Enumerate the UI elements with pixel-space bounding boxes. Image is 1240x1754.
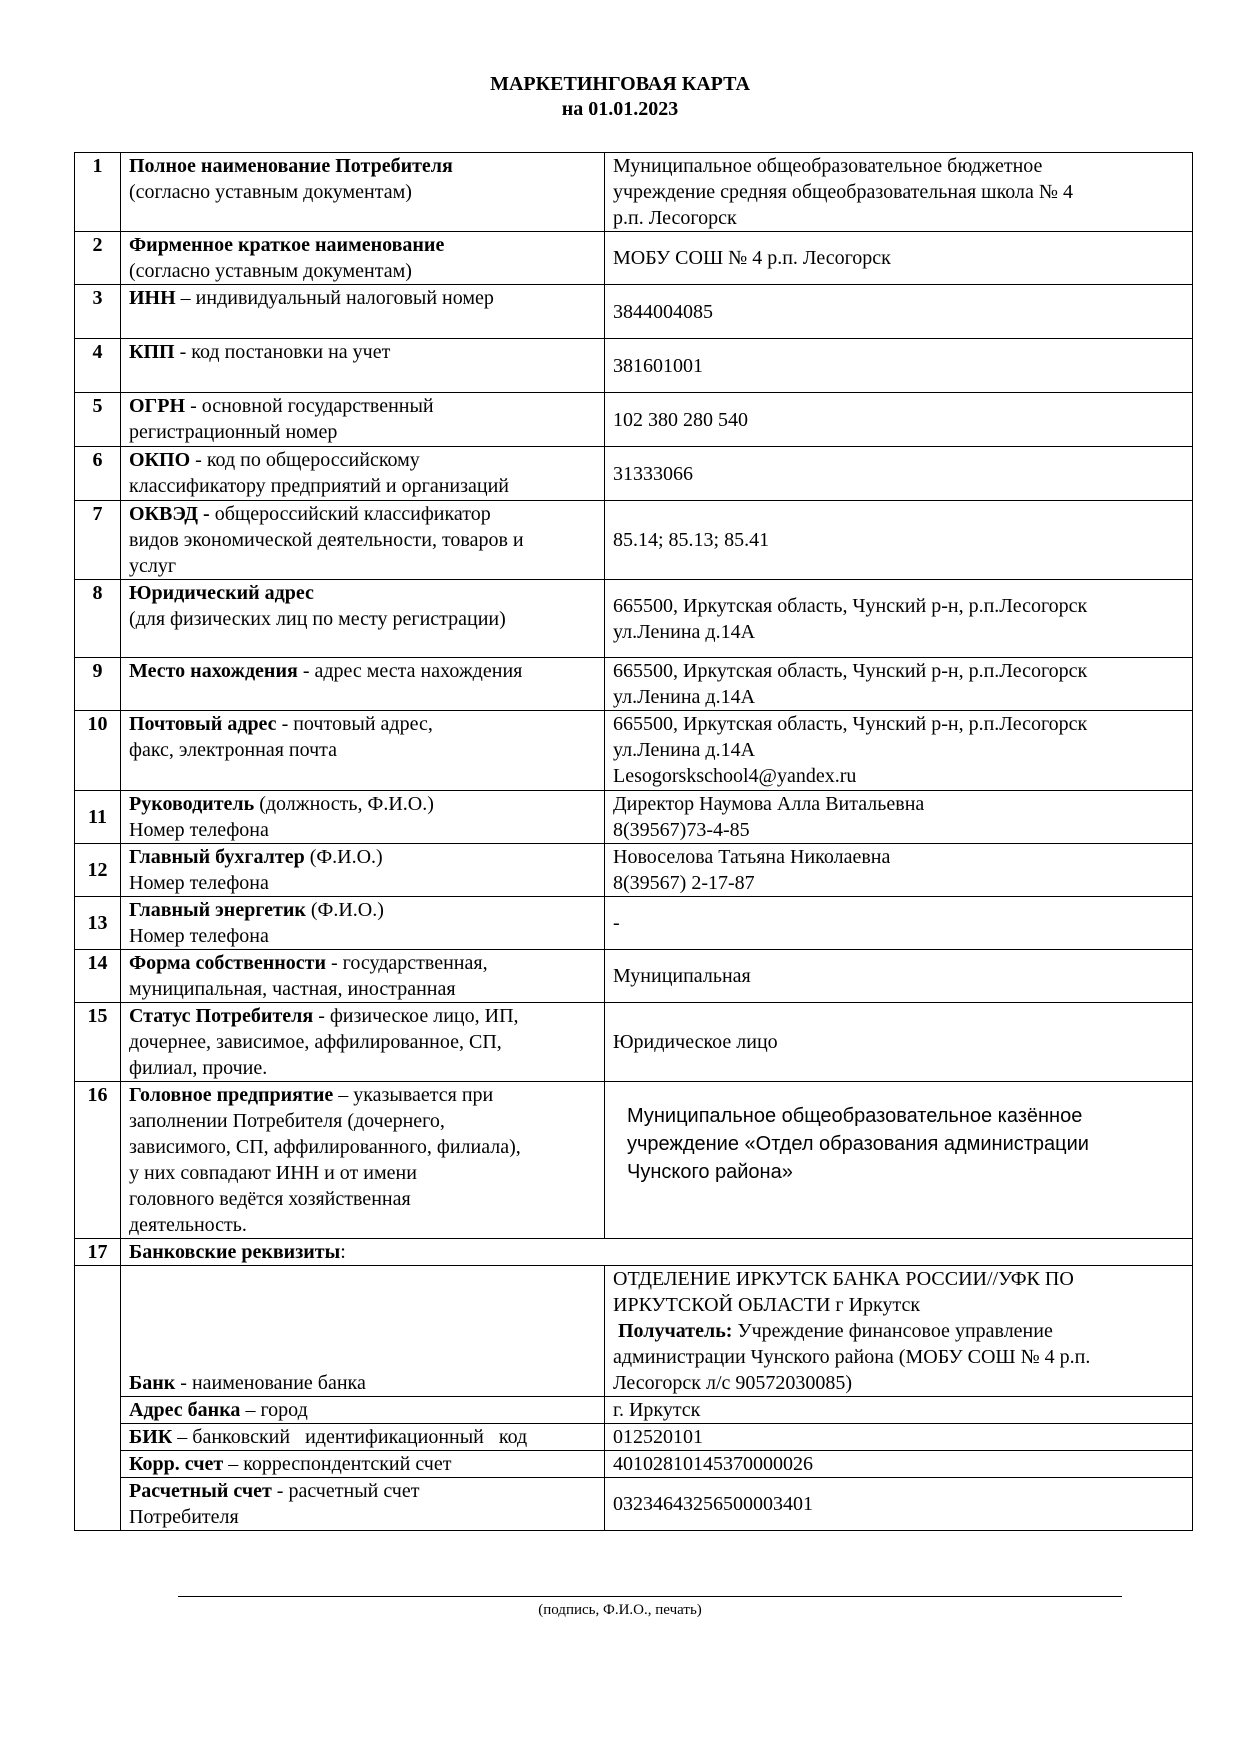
row-value: Муниципальная — [605, 950, 1193, 1003]
value-line: ул.Ленина д.14А — [613, 739, 756, 761]
label-bold: Полное наименование Потребителя — [129, 155, 453, 177]
label-rest: - расчетный счет — [271, 1480, 420, 1502]
row-label — [121, 580, 605, 658]
label-line: муниципальная, частная, иностранная — [129, 978, 456, 1000]
label-bold: Почтовый адрес — [129, 713, 277, 735]
label-bold: Фирменное краткое наименование — [129, 234, 445, 256]
label-bold: Статус Потребителя — [129, 1005, 314, 1027]
table-row — [75, 580, 1193, 658]
row-label — [121, 1266, 605, 1397]
value-line: 665500, Иркутская область, Чунский р-н, р.п.Лесогорск — [613, 713, 1088, 735]
label-rest: - почтовый адрес, — [276, 713, 433, 735]
label-line: Номер телефона — [129, 925, 269, 947]
row-value — [605, 1082, 1193, 1239]
table-row — [75, 1239, 1193, 1266]
row-number-spacer — [75, 1266, 121, 1531]
table-row — [75, 711, 1193, 791]
row-value: 3844004085 — [605, 285, 1193, 339]
label-line: классификатору предприятий и организаций — [129, 475, 509, 497]
signature-line — [178, 1596, 1122, 1597]
row-value — [605, 153, 1193, 232]
value-line: р.п. Лесогорск — [613, 207, 737, 229]
value-line: Лесогорск л/с 90572030085) — [613, 1372, 853, 1394]
row-label — [121, 791, 605, 844]
label-bold: ОКПО — [129, 449, 191, 471]
label-line: филиал, прочие. — [129, 1057, 268, 1079]
label-line: Номер телефона — [129, 872, 269, 894]
row-number: 13 — [75, 897, 121, 950]
label-line: (согласно уставным документам) — [129, 260, 412, 282]
label-bold: Форма собственности — [129, 952, 327, 974]
label-bold: БИК — [129, 1426, 173, 1448]
label-bold: КПП — [129, 341, 175, 363]
label-rest: - наименование банка — [175, 1372, 366, 1394]
label-bold: Расчетный счет — [129, 1480, 272, 1502]
row-number: 12 — [75, 844, 121, 897]
bank-heading — [121, 1239, 1193, 1266]
table-row — [75, 1082, 1193, 1239]
row-number: 11 — [75, 791, 121, 844]
row-label — [121, 950, 605, 1003]
label-rest: - код постановки на учет — [174, 341, 391, 363]
label-bold: Адрес банка — [129, 1399, 241, 1421]
row-value: Юридическое лицо — [605, 1003, 1193, 1082]
value-line: ул.Ленина д.14А — [613, 620, 756, 643]
row-value: 381601001 — [605, 339, 1193, 393]
label-rest: (Ф.И.О.) — [304, 846, 383, 868]
row-value: 85.14; 85.13; 85.41 — [605, 501, 1193, 580]
label-line: (для физических лиц по месту регистрации) — [129, 608, 506, 630]
label-rest: - государственная, — [326, 952, 488, 974]
label-bold: ОГРН — [129, 395, 191, 417]
row-value: 31333066 — [605, 447, 1193, 501]
row-value: г. Иркутск — [605, 1397, 1193, 1424]
table-row — [75, 950, 1193, 1003]
value-line: 8(39567)73-4-85 — [613, 819, 750, 841]
row-label — [121, 1424, 605, 1451]
table-row — [75, 153, 1193, 232]
label-bold: Головное предприятие — [129, 1084, 334, 1106]
table-row — [75, 658, 1193, 711]
label-bold: Юридический адрес — [129, 582, 314, 604]
row-number: 10 — [75, 711, 121, 791]
row-value — [605, 580, 1193, 658]
row-label — [121, 447, 605, 501]
table-row — [75, 393, 1193, 447]
row-label — [121, 339, 605, 393]
label-rest: – корреспондентский счет — [223, 1453, 452, 1475]
label-bold: Банк — [129, 1372, 176, 1394]
label-line: деятельность. — [129, 1214, 247, 1236]
row-number: 9 — [75, 658, 121, 711]
row-value: 102 380 280 540 — [605, 393, 1193, 447]
label-rest: – банковский идентификационный код — [172, 1426, 528, 1448]
label-line: зависимого, СП, аффилированного, филиала), — [129, 1136, 521, 1158]
row-number: 5 — [75, 393, 121, 447]
label-rest: – город — [240, 1399, 308, 1421]
value-line: ИРКУТСКОЙ ОБЛАСТИ г Иркутск — [613, 1294, 921, 1316]
row-value: 03234643256500003401 — [605, 1478, 1193, 1531]
row-label — [121, 658, 605, 711]
row-label — [121, 153, 605, 232]
marketing-card-table — [74, 152, 1193, 1531]
table-row — [75, 447, 1193, 501]
value-line: ОТДЕЛЕНИЕ ИРКУТСК БАНКА РОССИИ//УФК ПО — [613, 1268, 1074, 1290]
table-row — [75, 1003, 1193, 1082]
value-line: Чунского района» — [627, 1161, 793, 1183]
row-number: 4 — [75, 339, 121, 393]
table-row — [75, 1478, 1193, 1531]
label-rest: - физическое лицо, ИП, — [313, 1005, 519, 1027]
label-line: факс, электронная почта — [129, 739, 338, 761]
row-number: 15 — [75, 1003, 121, 1082]
row-value: МОБУ СОШ № 4 р.п. Лесогорск — [605, 232, 1193, 285]
table-row — [75, 1397, 1193, 1424]
label-rest: (Ф.И.О.) — [305, 899, 384, 921]
label-line: заполнении Потребителя (дочернего, — [129, 1110, 445, 1132]
row-number: 17 — [75, 1239, 121, 1266]
table-row — [75, 339, 1193, 393]
value-line: 8(39567) 2-17-87 — [613, 872, 755, 894]
row-label — [121, 501, 605, 580]
label-bold: ИНН — [129, 287, 176, 309]
label-bold: Место нахождения — [129, 660, 298, 682]
row-label — [121, 1003, 605, 1082]
document-title-block — [0, 72, 1240, 122]
label-line: услуг — [129, 555, 177, 577]
label-rest: – указывается при — [333, 1084, 494, 1106]
document-title: МАРКЕТИНГОВАЯ КАРТА — [490, 73, 750, 95]
row-value: 012520101 — [605, 1424, 1193, 1451]
row-value — [605, 791, 1193, 844]
label-line: Номер телефона — [129, 819, 269, 841]
row-value: - — [605, 897, 1193, 950]
row-number: 6 — [75, 447, 121, 501]
label-line: у них совпадают ИНН и от имени — [129, 1162, 417, 1184]
row-label — [121, 1397, 605, 1424]
label-rest: - адрес места нахождения — [297, 660, 523, 682]
value-line: администрации Чунского района (МОБУ СОШ № 4 р.п. — [613, 1346, 1091, 1368]
label-bold: Главный энергетик — [129, 899, 306, 921]
row-label — [121, 393, 605, 447]
label-line: регистрационный номер — [129, 421, 338, 443]
label-line: дочернее, зависимое, аффилированное, СП, — [129, 1031, 502, 1053]
label-bold: Руководитель — [129, 793, 255, 815]
table-row — [75, 1451, 1193, 1478]
label-rest: - основной государственный — [190, 395, 434, 417]
row-number: 3 — [75, 285, 121, 339]
row-label — [121, 285, 605, 339]
row-label — [121, 1478, 605, 1531]
row-value: 40102810145370000026 — [605, 1451, 1193, 1478]
table-row — [75, 791, 1193, 844]
label-bold: Главный бухгалтер — [129, 846, 305, 868]
row-label — [121, 844, 605, 897]
table-row — [75, 285, 1193, 339]
row-value — [605, 658, 1193, 711]
signature-caption: (подпись, Ф.И.О., печать) — [538, 1602, 702, 1618]
value-line: Муниципальное общеобразовательное казённое — [627, 1105, 1083, 1127]
label-bold: Корр. счет — [129, 1453, 224, 1475]
row-label — [121, 897, 605, 950]
recipient-text: Учреждение финансовое управление — [732, 1320, 1053, 1342]
table-row — [75, 1266, 1193, 1397]
label-rest: – индивидуальный налоговый номер — [175, 287, 494, 309]
label-rest: - код по общероссийскому — [190, 449, 420, 471]
row-label — [121, 1451, 605, 1478]
label-line: Потребителя — [129, 1506, 239, 1528]
row-number: 1 — [75, 153, 121, 232]
row-number: 14 — [75, 950, 121, 1003]
label-rest: (должность, Ф.И.О.) — [254, 793, 434, 815]
table-row — [75, 1424, 1193, 1451]
row-number: 2 — [75, 232, 121, 285]
value-line — [613, 1318, 1184, 1344]
bank-heading-text: Банковские реквизиты — [129, 1241, 341, 1263]
table-row — [75, 501, 1193, 580]
bank-heading-colon: : — [340, 1241, 346, 1263]
value-line: учреждение «Отдел образования администрации — [627, 1133, 1089, 1155]
recipient-label: Получатель: — [618, 1320, 733, 1342]
row-number: 16 — [75, 1082, 121, 1239]
row-value — [605, 1266, 1193, 1397]
row-label — [121, 232, 605, 285]
row-label — [121, 1082, 605, 1239]
label-rest: общероссийский классификатор — [209, 503, 491, 525]
label-line: видов экономической деятельности, товаров и — [129, 529, 524, 551]
row-value — [605, 844, 1193, 897]
document-date: на 01.01.2023 — [561, 98, 679, 120]
value-line: учреждение средняя общеобразовательная школа № 4 — [613, 181, 1073, 203]
value-line: Муниципальное общеобразовательное бюджетное — [613, 155, 1043, 177]
table-row — [75, 897, 1193, 950]
label-line: головного ведётся хозяйственная — [129, 1188, 411, 1210]
table-row — [75, 844, 1193, 897]
row-number: 8 — [75, 580, 121, 658]
value-line: Lesogorskschool4@yandex.ru — [613, 765, 857, 787]
row-label — [121, 711, 605, 791]
row-number: 7 — [75, 501, 121, 580]
value-line: ул.Ленина д.14А — [613, 686, 756, 708]
label-line: (согласно уставным документам) — [129, 181, 412, 203]
value-line: Новоселова Татьяна Николаевна — [613, 846, 891, 868]
value-line: Директор Наумова Алла Витальевна — [613, 793, 925, 815]
row-value — [605, 711, 1193, 791]
value-line: 665500, Иркутская область, Чунский р-н, р.п.Лесогорск — [613, 594, 1088, 617]
value-line: 665500, Иркутская область, Чунский р-н, р.п.Лесогорск — [613, 660, 1088, 682]
table-row — [75, 232, 1193, 285]
label-bold: ОКВЭД - — [129, 503, 210, 525]
